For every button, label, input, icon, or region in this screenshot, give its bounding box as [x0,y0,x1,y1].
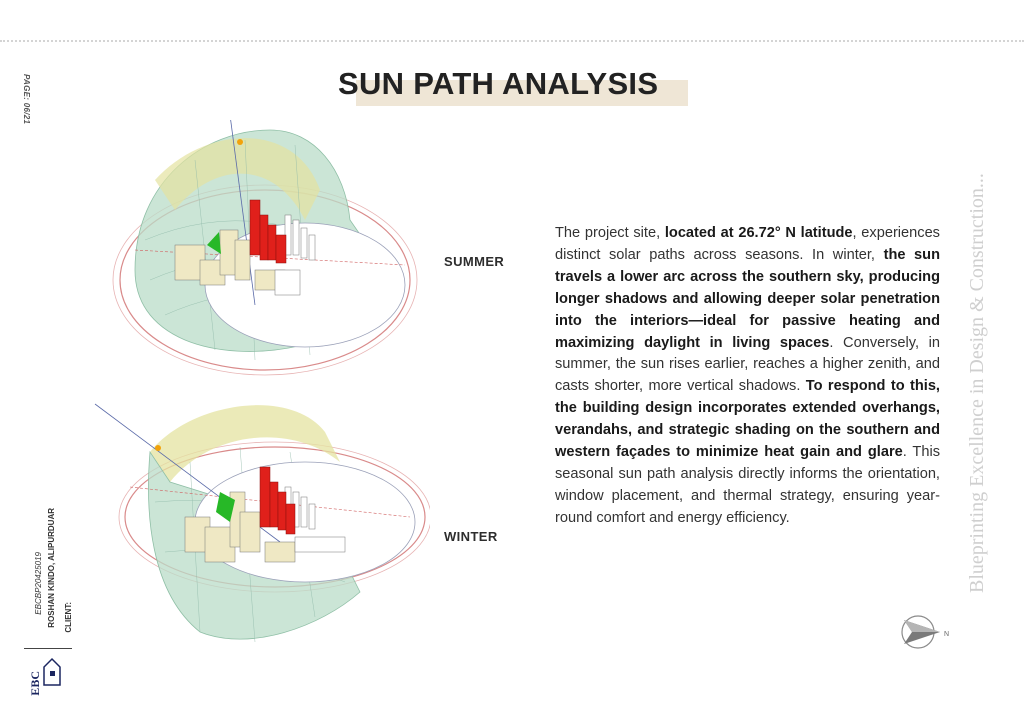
north-label: N [944,631,950,638]
north-arrow-icon [898,612,954,652]
page-title: SUN PATH ANALYSIS [338,66,659,101]
text-run-bold: the sun travels a lower arc across the southern sky, producing longer shadows and allowing deeper solar penetration into the interiors—ideal for passive heating and maximizing daylight in living spaces [555,246,940,351]
winter-sun-path-diagram [90,392,430,662]
page-number: PAGE: 06/21 [22,74,31,125]
client-info [30,500,76,650]
text-run: The project site, [555,225,665,241]
sun-position-marker [237,139,243,145]
winter-label: WINTER [444,529,498,544]
text-run: . Conversely, in summer, the sun rises earlier, reaches a higher zenith, and casts shorter, more vertical shadows. [555,334,940,395]
logo-text: EBC [28,671,42,696]
text-run-bold: located at 26.72° N latitude [664,225,853,241]
text-run-bold: To respond to this, the building design incorporates extended overhangs, verandahs, and strategic shading on the southern and western façades to minimize heat gain and glare [555,378,940,461]
client-divider [24,648,72,649]
text-run: , experiences distinct solar paths across seasons. In winter, [555,225,940,263]
top-dotted-rule [0,40,1024,42]
client-name: ROSHAN KINDO, ALIPURDUAR [47,508,56,628]
summer-label: SUMMER [444,254,505,269]
title-block [338,66,698,114]
client-label: CLIENT: [64,602,73,633]
analysis-paragraph [555,223,940,530]
client-id: EBCBP20425019 [34,552,43,615]
ebc-logo [22,655,62,705]
tagline: Blueprinting Excellence in Design & Construction... [966,173,988,593]
summer-sun-path-diagram [95,120,430,380]
text-run: . This seasonal sun path analysis directly informs the orientation, window placement, and thermal strategy, ensuring year-round comfort and energy efficiency. [555,444,940,526]
sun-position-marker [155,445,161,451]
